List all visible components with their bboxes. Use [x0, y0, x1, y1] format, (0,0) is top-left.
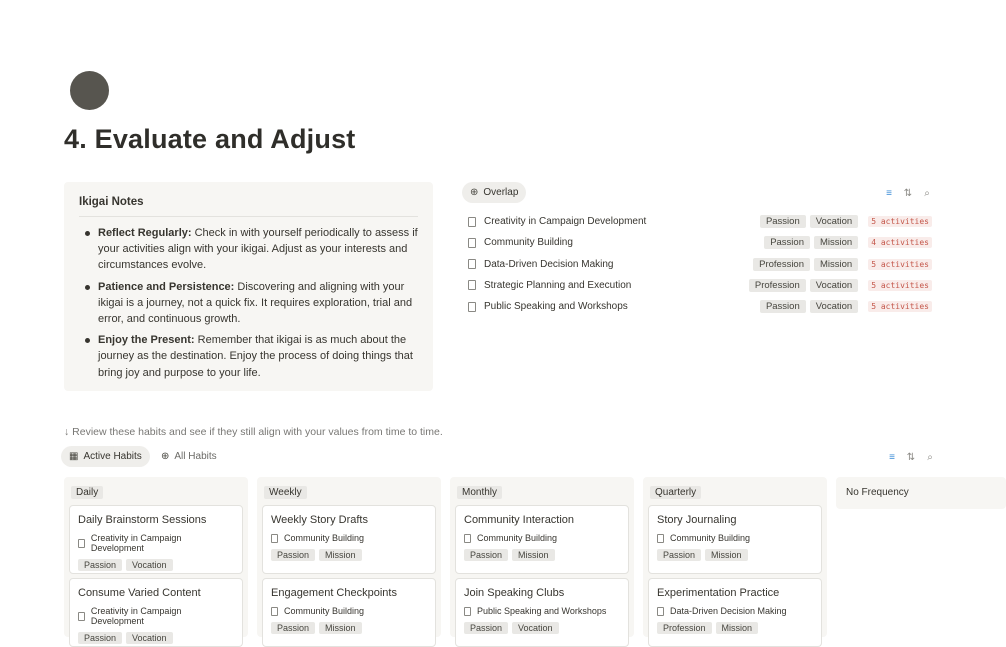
tag: Mission	[814, 236, 858, 249]
search-icon[interactable]: ⌕	[927, 452, 933, 463]
tag: Passion	[78, 559, 122, 571]
list-item-text: Check in with yourself periodically to assess if your activities align with your ikigai. Adjust as your interests and circumstances evolve.	[98, 227, 418, 272]
relation-label: Community Building	[477, 533, 558, 543]
hint-text: ↓ Review these habits and see if they still align with your values from time to time.	[64, 426, 443, 438]
list-item	[79, 225, 418, 274]
board-column	[643, 477, 827, 637]
page-icon	[78, 612, 85, 621]
card-title: Daily Brainstorm Sessions	[78, 514, 207, 526]
tag: Mission	[319, 622, 362, 634]
page-icon	[468, 217, 476, 227]
globe-icon: ⊕	[161, 451, 170, 462]
tag: Passion	[271, 549, 315, 561]
tag: Passion	[764, 236, 810, 249]
habit-card[interactable]	[648, 505, 822, 574]
list-item-text: Discovering and aligning with your ikigai is a journey, not a quick fix. It requires exploration, trial and error, and continuous growth.	[98, 280, 413, 326]
page-icon	[468, 238, 476, 248]
table-row[interactable]	[468, 296, 932, 317]
tab-label: Overlap	[483, 187, 519, 198]
tag: Vocation	[810, 279, 858, 292]
page-icon	[271, 607, 278, 616]
tag: Vocation	[126, 559, 173, 571]
list-item-heading: Patience and Persistence:	[98, 280, 235, 293]
card-title: Consume Varied Content	[78, 587, 201, 599]
tag: Mission	[319, 549, 362, 561]
tag: Mission	[512, 549, 555, 561]
tag: Profession	[749, 279, 806, 292]
tab-label: Active Habits	[83, 451, 142, 462]
tag: Vocation	[810, 215, 858, 228]
callout-title: Ikigai Notes	[79, 196, 418, 217]
card-title: Weekly Story Drafts	[271, 514, 368, 526]
tags	[78, 559, 234, 571]
tags	[753, 258, 858, 271]
relation-label: Community Building	[284, 606, 365, 616]
tag: Mission	[705, 549, 748, 561]
row-name[interactable]: Strategic Planning and Execution	[484, 279, 632, 291]
activity-count: 5 activities	[868, 280, 932, 291]
card-relation[interactable]	[78, 606, 234, 626]
card-relation[interactable]	[464, 606, 620, 616]
list-item-heading: Reflect Regularly:	[98, 227, 192, 239]
column-label: Monthly	[457, 486, 502, 499]
page-icon	[657, 534, 664, 543]
card-relation[interactable]	[271, 533, 427, 543]
relation-label: Data-Driven Decision Making	[670, 606, 787, 616]
tag: Profession	[753, 258, 810, 271]
page-icon	[464, 534, 471, 543]
card-title: Community Interaction	[464, 514, 575, 526]
tag: Mission	[814, 258, 858, 271]
list-item-text: Remember that ikigai is as much about the journey as the destination. Enjoy the process of doing things that bring joy and purpose to your life.	[98, 334, 413, 379]
tags	[764, 236, 858, 249]
page-icon	[468, 302, 476, 312]
relation-label: Community Building	[284, 533, 365, 543]
tags	[464, 622, 620, 634]
callout-list	[79, 225, 418, 381]
habit-card[interactable]	[648, 578, 822, 647]
table-row[interactable]	[468, 254, 932, 275]
tag: Passion	[464, 622, 508, 634]
habit-card[interactable]	[262, 578, 436, 647]
card-title: Experimentation Practice	[657, 587, 780, 599]
tag: Passion	[464, 549, 508, 561]
relation-label: Community Building	[670, 533, 751, 543]
row-name[interactable]: Community Building	[484, 237, 573, 249]
tag: Profession	[657, 622, 712, 634]
tab-active-habits[interactable]	[61, 446, 150, 467]
list-item-heading: Enjoy the Present:	[98, 334, 195, 347]
column-label: No Frequency	[846, 487, 909, 498]
card-relation[interactable]	[464, 533, 620, 543]
card-relation[interactable]	[271, 606, 427, 616]
table-row[interactable]	[468, 275, 932, 296]
tags	[760, 300, 858, 313]
tag: Mission	[716, 622, 759, 634]
table-row[interactable]	[468, 211, 932, 232]
ikigai-notes-callout	[64, 182, 433, 391]
sort-icon[interactable]: ⇅	[906, 452, 916, 463]
tag: Passion	[657, 549, 701, 561]
relation-label: Public Speaking and Workshops	[477, 606, 607, 616]
card-title: Engagement Checkpoints	[271, 587, 397, 599]
tag: Passion	[271, 622, 315, 634]
tags	[657, 622, 813, 634]
overlap-toolbar	[884, 188, 932, 199]
habit-card[interactable]	[455, 505, 629, 574]
board-column	[64, 477, 248, 643]
page-icon	[657, 607, 664, 616]
habit-card[interactable]	[455, 578, 629, 647]
column-label: Quarterly	[650, 486, 701, 499]
activity-count: 5 activities	[868, 259, 932, 270]
tags	[749, 279, 858, 292]
tags	[760, 215, 858, 228]
habit-card[interactable]	[262, 505, 436, 574]
list-item	[79, 332, 418, 381]
list-item	[79, 279, 418, 328]
row-name[interactable]: Public Speaking and Workshops	[484, 301, 628, 313]
relation-label: Creativity in Campaign Development	[90, 606, 182, 626]
globe-icon: ⊕	[470, 187, 479, 198]
relation-label: Creativity in Campaign Development	[90, 533, 182, 553]
page-icon	[468, 280, 476, 290]
search-icon[interactable]: ⌕	[924, 188, 930, 199]
tags	[271, 549, 427, 561]
row-name[interactable]: Creativity in Campaign Development	[484, 216, 647, 227]
tags	[78, 632, 234, 644]
board-column	[836, 477, 1006, 509]
tag: Passion	[760, 300, 806, 313]
tab-all-habits[interactable]	[153, 446, 225, 467]
habits-toolbar	[887, 452, 935, 463]
calendar-icon: ▦	[69, 451, 79, 462]
page-icon	[78, 539, 85, 548]
tag: Passion	[760, 215, 806, 228]
page-icon	[464, 607, 471, 616]
page-icon[interactable]	[70, 71, 109, 110]
habit-card[interactable]	[69, 505, 243, 574]
card-title: Story Journaling	[657, 514, 737, 526]
card-relation[interactable]	[78, 533, 234, 553]
sort-icon[interactable]: ⇅	[903, 188, 913, 199]
tag: Vocation	[512, 622, 559, 634]
page-icon	[468, 259, 476, 269]
tag: Passion	[78, 632, 122, 644]
board-column	[450, 477, 634, 637]
activity-count: 5 activities	[868, 301, 932, 312]
column-label: Weekly	[264, 486, 307, 499]
habit-card[interactable]	[69, 578, 243, 647]
page-title: 4. Evaluate and Adjust	[64, 124, 356, 154]
board-column	[257, 477, 441, 637]
tags	[464, 549, 620, 561]
tags	[271, 622, 427, 634]
tab-label: All Habits	[174, 451, 217, 462]
column-label: Daily	[71, 486, 103, 499]
tags	[657, 549, 813, 561]
card-relation[interactable]	[657, 533, 813, 543]
tab-overlap[interactable]	[462, 182, 526, 203]
card-title: Join Speaking Clubs	[464, 587, 565, 599]
tag: Vocation	[126, 632, 173, 644]
activity-count: 5 activities	[868, 216, 932, 227]
page-icon	[271, 534, 278, 543]
tag: Vocation	[810, 300, 858, 313]
table-row[interactable]	[468, 232, 932, 253]
row-name[interactable]: Data-Driven Decision Making	[484, 258, 614, 270]
filter-icon[interactable]: ≡	[886, 188, 892, 199]
activity-count: 4 activities	[868, 237, 932, 248]
filter-icon[interactable]: ≡	[889, 452, 895, 463]
card-relation[interactable]	[657, 606, 813, 616]
